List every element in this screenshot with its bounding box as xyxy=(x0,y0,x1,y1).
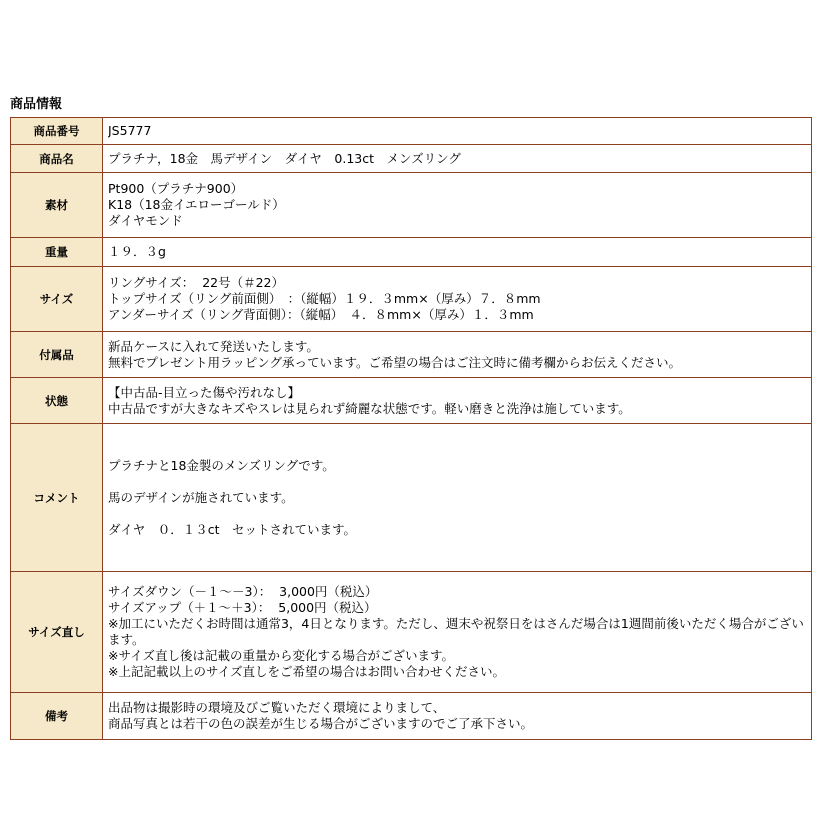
value-material xyxy=(103,173,812,238)
product-number-text: JS5777 xyxy=(108,123,152,138)
accessories-line-1: 新品ケースに入れて発送いたします。 xyxy=(108,338,319,354)
resize-line-3: ※加工にいただくお時間は通常3，4日となります。ただし、週末や祝祭日をはさんだ場合は1週間前後いただく場合がございます。 xyxy=(108,616,804,647)
value-condition xyxy=(103,378,812,424)
row-weight xyxy=(11,238,812,267)
label-product-number: 商品番号 xyxy=(11,118,103,145)
value-size xyxy=(103,267,812,332)
row-material xyxy=(11,173,812,238)
label-product-name: 商品名 xyxy=(11,145,103,173)
comment-blank-line xyxy=(108,506,807,522)
section-title: 商品情報 xyxy=(10,97,63,112)
row-remarks xyxy=(11,693,812,740)
row-comment xyxy=(11,424,812,572)
material-line-3: ダイヤモンド xyxy=(108,213,183,228)
product-info-table xyxy=(10,117,812,740)
weight-text: １９．３g xyxy=(108,244,166,259)
remarks-line-2: 商品写真とは若干の色の誤差が生じる場合がございますのでご了承下さい。 xyxy=(108,716,534,731)
label-size: サイズ xyxy=(11,267,103,332)
remarks-line-1: 出品物は撮影時の環境及びご覧いただく環境によりまして、 xyxy=(108,700,446,715)
row-product-number xyxy=(11,118,812,145)
size-line-1: リングサイズ： 22号（＃22） xyxy=(108,275,285,290)
resize-line-4: ※サイズ直し後は記載の重量から変化する場合がございます。 xyxy=(108,648,454,663)
value-remarks xyxy=(103,693,812,740)
label-material: 素材 xyxy=(11,173,103,238)
row-product-name xyxy=(11,145,812,173)
row-condition xyxy=(11,378,812,424)
value-resize xyxy=(103,572,812,693)
value-accessories xyxy=(103,332,812,378)
value-product-number xyxy=(103,118,812,145)
comment-blank-line xyxy=(108,474,807,490)
label-condition: 状態 xyxy=(11,378,103,424)
resize-line-2: サイズアップ（＋１～＋3）： 5,000円（税込） xyxy=(108,600,377,615)
row-size xyxy=(11,267,812,332)
resize-line-1: サイズダウン（－１～－3）： 3,000円（税込） xyxy=(108,584,378,599)
value-weight xyxy=(103,238,812,267)
condition-line-1: 【中古品-目立った傷や汚れなし】 xyxy=(108,384,301,400)
row-accessories xyxy=(11,332,812,378)
product-name-text: プラチナ，18金 馬デザイン ダイヤ 0.13ct メンズリング xyxy=(108,150,461,166)
label-resize: サイズ直し xyxy=(11,572,103,693)
row-resize xyxy=(11,572,812,693)
value-comment xyxy=(103,424,812,572)
accessories-line-2: 無料でプレゼント用ラッピング承っています。ご希望の場合はご注文時に備考欄からお伝えください。 xyxy=(108,354,682,370)
comment-line-1: プラチナと18金製のメンズリングです。 xyxy=(108,457,335,473)
value-product-name xyxy=(103,145,812,173)
label-comment: コメント xyxy=(11,424,103,572)
resize-line-5: ※上記記載以上のサイズ直しをご希望の場合はお問い合わせください。 xyxy=(108,664,505,679)
size-line-2: トップサイズ（リング前面側） ：（縦幅）１９．３mm×（厚み）７．８mm xyxy=(108,291,541,306)
comment-line-2: 馬のデザインが施されています。 xyxy=(108,489,294,505)
comment-line-3: ダイヤ ０．１３ct セットされています。 xyxy=(108,521,357,537)
size-line-3: アンダーサイズ（リング背面側）：（縦幅） ４．８mm×（厚み）１．３mm xyxy=(108,307,534,322)
label-weight: 重量 xyxy=(11,238,103,267)
material-line-1: Pt900（プラチナ900） xyxy=(108,181,244,196)
material-line-2: K18（18金イエローゴールド） xyxy=(108,197,285,212)
label-remarks: 備考 xyxy=(11,693,103,740)
label-accessories: 付属品 xyxy=(11,332,103,378)
condition-line-2: 中古品ですが大きなキズやスレは見られず綺麗な状態です。軽い磨きと洗浄は施しています。 xyxy=(108,400,631,416)
